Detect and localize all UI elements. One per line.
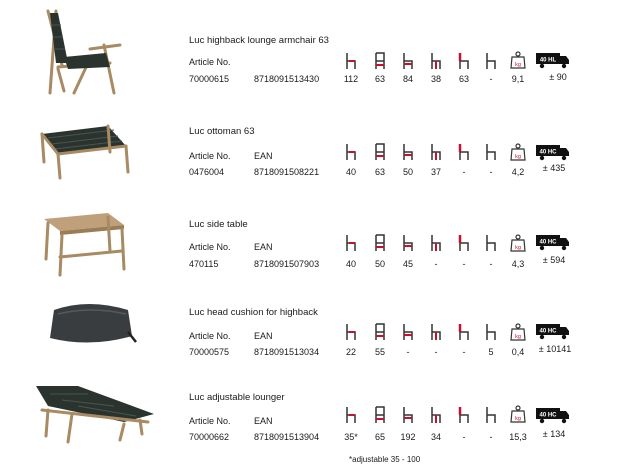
dimension-value: 5 (488, 347, 494, 357)
dimension-value: 63 (458, 74, 469, 84)
svg-text:kg: kg (515, 416, 521, 422)
ean-label: EAN (254, 151, 273, 161)
width-icon (373, 143, 387, 161)
weight-value: 15,3 (509, 432, 527, 442)
container-truck-icon (536, 143, 570, 161)
ean-value: 8718091513904 (254, 432, 320, 442)
seat-height-icon (344, 323, 358, 341)
footnote: *adjustable 35 - 100 (349, 455, 421, 464)
svg-text:40 HC: 40 HC (539, 412, 557, 419)
dimension-value: 37 (430, 167, 441, 177)
dimension-value: 192 (400, 432, 416, 442)
dimension-value: 63 (374, 74, 385, 84)
weight-kg-icon (510, 234, 526, 252)
dimension-value: 35* (344, 432, 358, 442)
product-title: Luc adjustable lounger (189, 392, 285, 403)
depth-icon (401, 323, 415, 341)
container-qty-value: ± 594 (542, 255, 566, 265)
dimension-value: 40 (345, 259, 356, 269)
svg-text:40 HC: 40 HC (539, 149, 557, 156)
svg-text:40 HC: 40 HC (539, 239, 557, 246)
height-icon (484, 143, 498, 161)
dimension-value: - (489, 432, 493, 442)
ean-value: 8718091513034 (254, 347, 320, 357)
container-qty-value: ± 90 (549, 72, 567, 82)
dimension-value: 112 (343, 74, 359, 84)
product-title: Luc ottoman 63 (189, 126, 255, 137)
head-cushion-image (28, 276, 168, 366)
dimension-value: - (489, 74, 493, 84)
svg-text:40 HC: 40 HC (539, 328, 557, 335)
dimension-value: - (406, 347, 410, 357)
product-row (0, 187, 630, 277)
height-icon (484, 234, 498, 252)
container-truck-icon (536, 51, 570, 69)
ean-label: EAN (254, 242, 273, 252)
ean-value: 8718091508221 (254, 167, 320, 177)
back-height-icon (457, 406, 471, 424)
container-truck-icon (536, 322, 570, 340)
container-qty-value: ± 435 (542, 163, 566, 173)
back-height-icon (457, 52, 471, 70)
width-icon (373, 234, 387, 252)
weight-kg-icon (510, 323, 526, 341)
dimension-value: 55 (374, 347, 385, 357)
dimension-value: - (489, 167, 493, 177)
dimension-value: 63 (374, 167, 385, 177)
svg-text:40 HL: 40 HL (539, 57, 557, 64)
container-truck-icon (536, 406, 570, 424)
seat-height-icon (344, 234, 358, 252)
product-row (0, 276, 630, 366)
width-icon (373, 406, 387, 424)
width-icon (373, 323, 387, 341)
article-no-value: 70000575 (189, 347, 230, 357)
weight-value: 9,1 (511, 74, 525, 84)
dimension-value: 45 (402, 259, 413, 269)
product-title: Luc head cushion for highback (189, 307, 318, 318)
dimension-value: - (489, 259, 493, 269)
container-qty-value: ± 10141 (538, 344, 572, 354)
dimension-value: 34 (430, 432, 441, 442)
svg-text:kg: kg (515, 62, 521, 68)
article-no-value: 470115 (189, 259, 219, 269)
dimension-value: 50 (402, 167, 413, 177)
weight-value: 0,4 (511, 347, 525, 357)
lounger-image (28, 366, 168, 456)
height-icon (484, 52, 498, 70)
product-row (0, 366, 630, 456)
article-no-label: Article No. (189, 331, 231, 341)
article-no-label: Article No. (189, 57, 231, 67)
dimension-value: 50 (374, 259, 385, 269)
weight-kg-icon (510, 51, 526, 69)
width-icon (373, 52, 387, 70)
arm-height-icon (429, 234, 443, 252)
dimension-value: - (462, 432, 466, 442)
article-no-label: Article No. (189, 416, 231, 426)
depth-icon (401, 52, 415, 70)
weight-kg-icon (510, 143, 526, 161)
dimension-value: - (462, 347, 466, 357)
depth-icon (401, 406, 415, 424)
dimension-value: 38 (430, 74, 441, 84)
dimension-value: - (434, 347, 438, 357)
ean-value: 8718091513430 (254, 74, 320, 84)
product-title: Luc side table (189, 219, 248, 230)
article-no-value: 0476004 (189, 167, 225, 177)
back-height-icon (457, 143, 471, 161)
article-no-label: Article No. (189, 151, 231, 161)
arm-height-icon (429, 323, 443, 341)
height-icon (484, 323, 498, 341)
svg-text:kg: kg (515, 154, 521, 160)
side-table-image (28, 187, 168, 277)
article-no-value: 70000615 (189, 74, 230, 84)
armchair-image (28, 5, 168, 95)
weight-value: 4,3 (511, 259, 525, 269)
seat-height-icon (344, 406, 358, 424)
weight-value: 4,2 (511, 167, 525, 177)
seat-height-icon (344, 52, 358, 70)
dimension-value: - (434, 259, 438, 269)
ean-label: EAN (254, 331, 273, 341)
weight-kg-icon (510, 405, 526, 423)
ean-value: 8718091507903 (254, 259, 320, 269)
dimension-value: 84 (402, 74, 413, 84)
dimension-value: - (462, 259, 466, 269)
arm-height-icon (429, 143, 443, 161)
product-row (0, 92, 630, 182)
product-row (0, 5, 630, 95)
svg-text:kg: kg (515, 245, 521, 251)
ottoman-image (28, 92, 168, 182)
dimension-value: 40 (345, 167, 356, 177)
article-no-label: Article No. (189, 242, 231, 252)
dimension-value: 65 (374, 432, 385, 442)
product-title: Luc highback lounge armchair 63 (189, 35, 329, 46)
dimension-value: - (462, 167, 466, 177)
depth-icon (401, 143, 415, 161)
ean-label: EAN (254, 416, 273, 426)
svg-text:kg: kg (515, 334, 521, 340)
article-no-value: 70000662 (189, 432, 230, 442)
arm-height-icon (429, 406, 443, 424)
back-height-icon (457, 323, 471, 341)
container-qty-value: ± 134 (542, 429, 566, 439)
back-height-icon (457, 234, 471, 252)
seat-height-icon (344, 143, 358, 161)
arm-height-icon (429, 52, 443, 70)
dimension-value: 22 (345, 347, 356, 357)
depth-icon (401, 234, 415, 252)
container-truck-icon (536, 233, 570, 251)
height-icon (484, 406, 498, 424)
